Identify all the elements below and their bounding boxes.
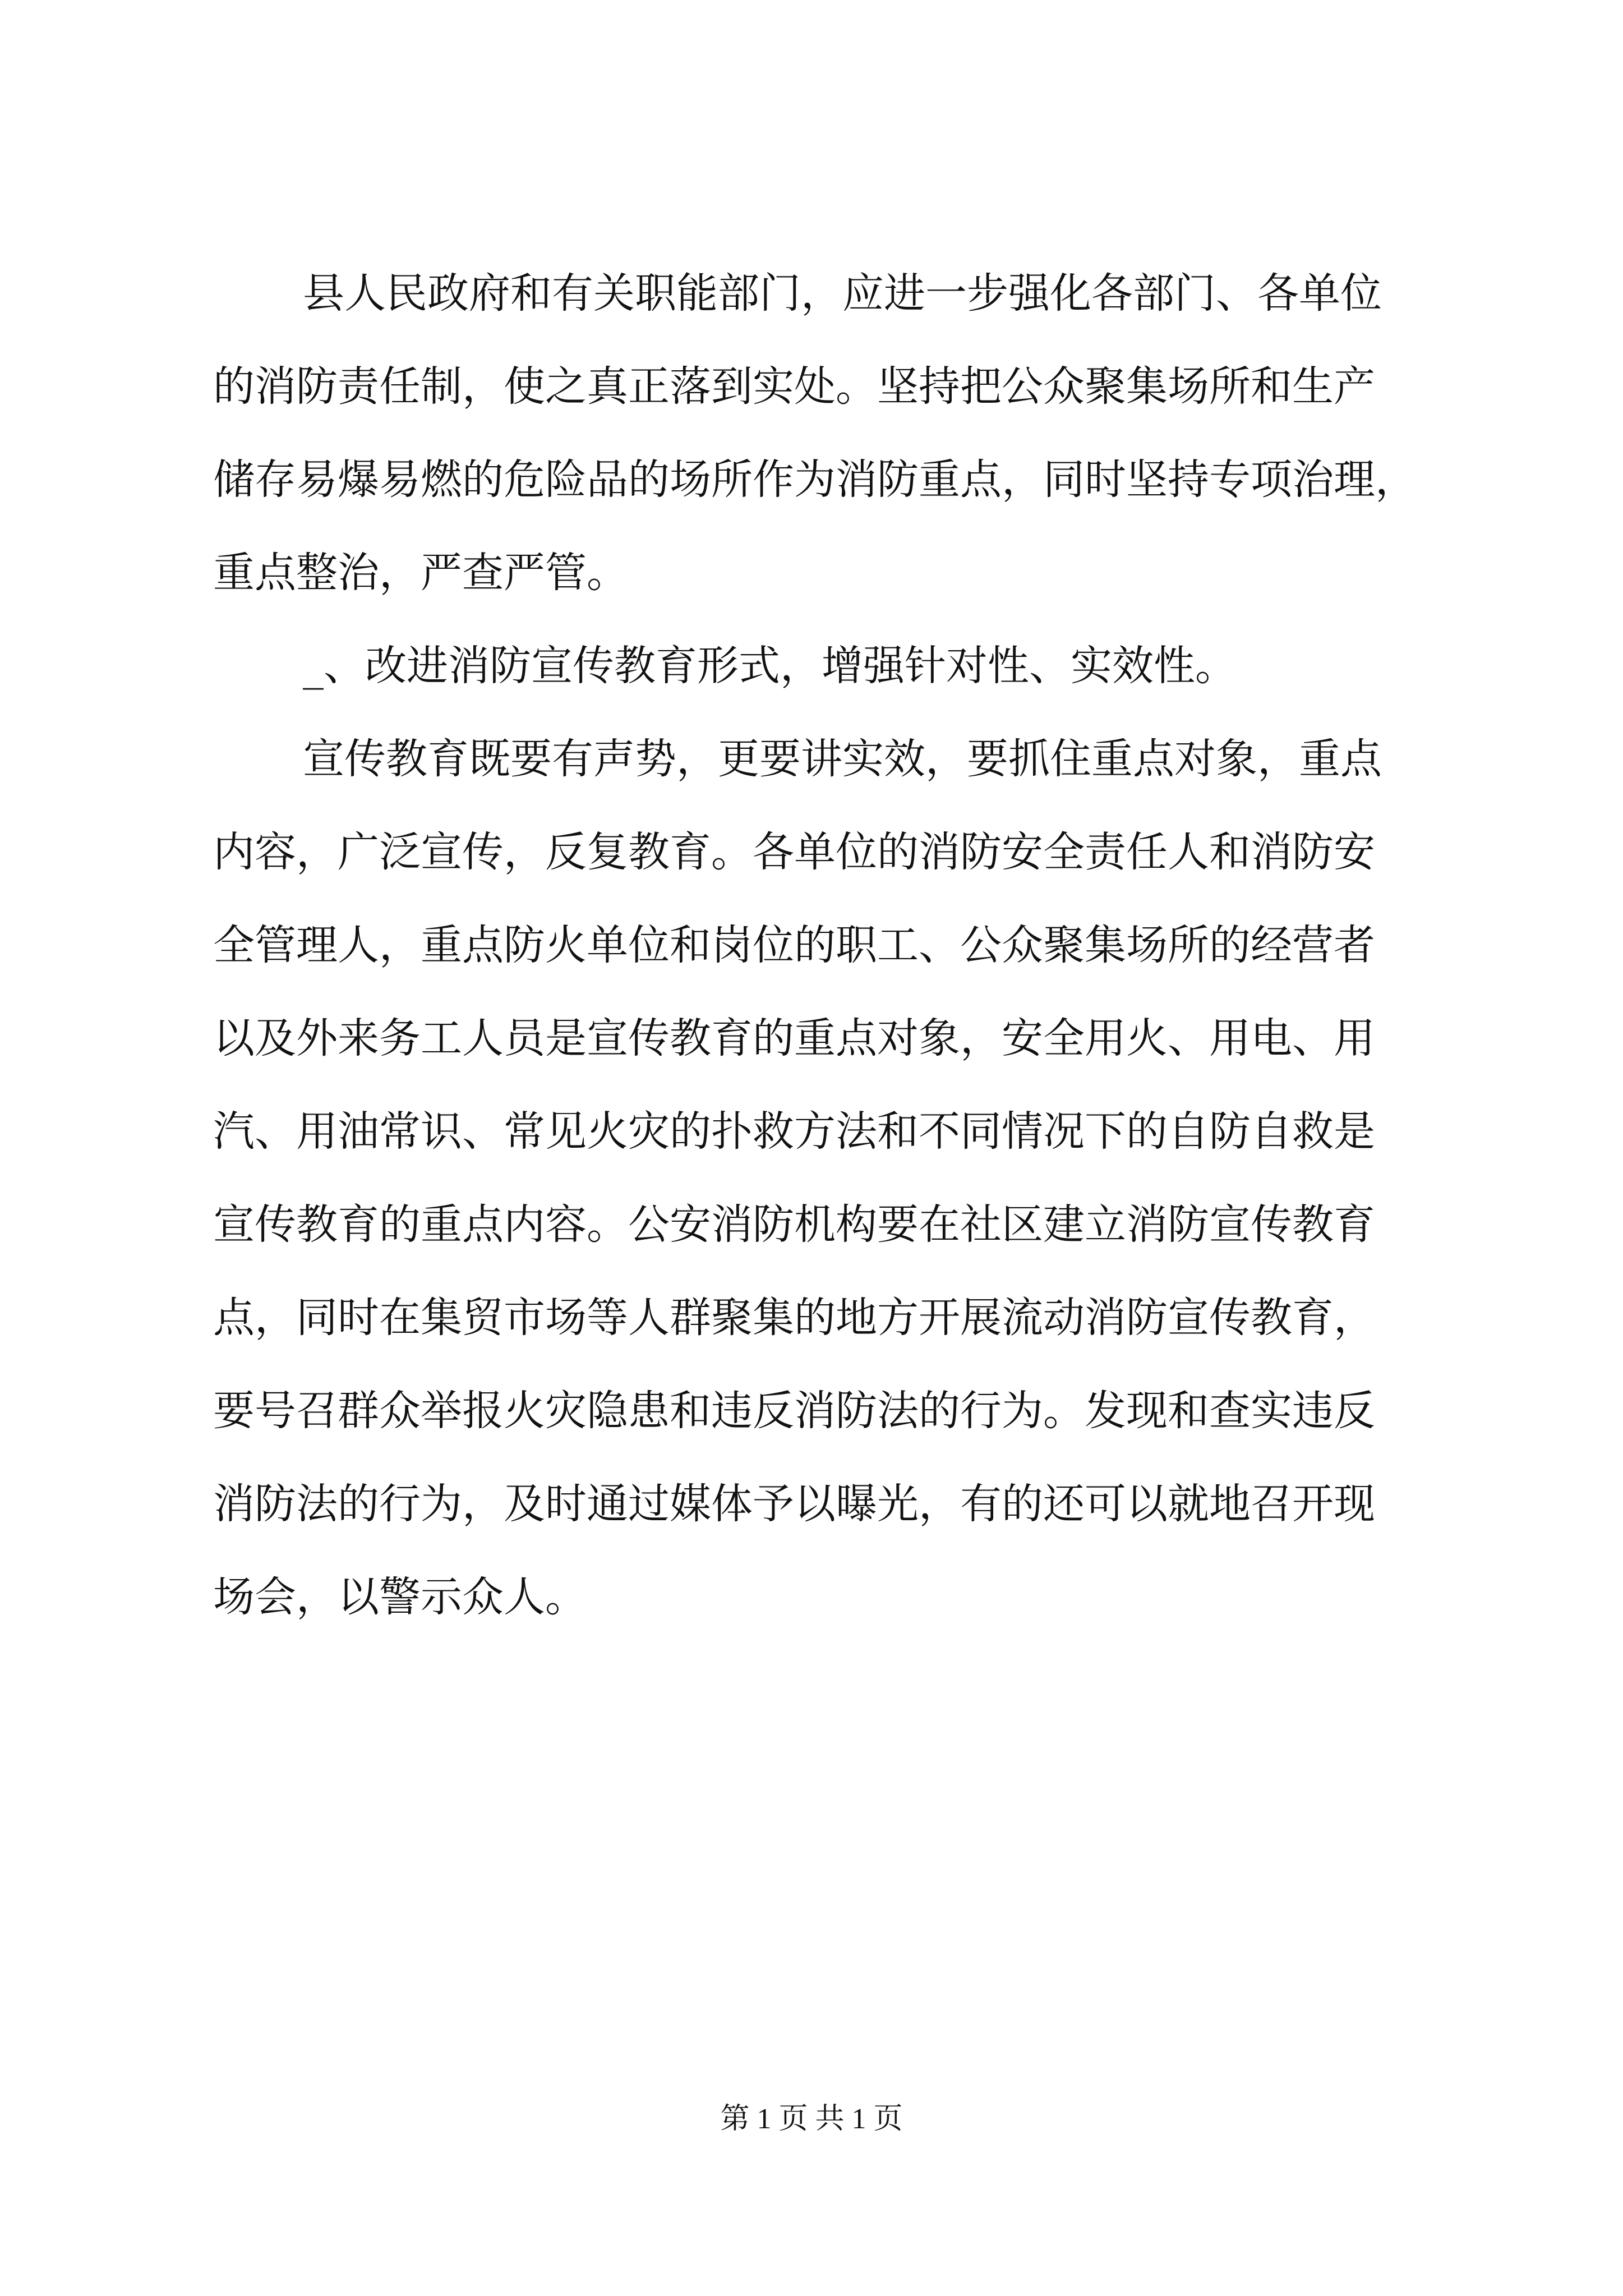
section-heading: _、改进消防宣传教育形式，增强针对性、实效性。 — [303, 642, 1237, 690]
paragraph-1-line: 县人民政府和有关职能部门，应进一步强化各部门、各单位 — [303, 269, 1382, 318]
paragraph-1-line: 的消防责任制，使之真正落到实处。坚持把公众聚集场所和生产 — [213, 362, 1375, 411]
paragraph-2-line: 以及外来务工人员是宣传教育的重点对象，安全用火、用电、用 — [213, 1014, 1375, 1062]
paragraph-2-line: 宣传教育的重点内容。公安消防机构要在社区建立消防宣传教育 — [213, 1200, 1375, 1249]
paragraph-2-line: 消防法的行为，及时通过媒体予以曝光，有的还可以就地召开现 — [213, 1480, 1375, 1528]
paragraph-2-line: 宣传教育既要有声势，更要讲实效，要抓住重点对象，重点 — [303, 735, 1382, 783]
paragraph-2-line: 场会，以警示众人。 — [213, 1573, 587, 1621]
paragraph-2-line: 点，同时在集贸市场等人群聚集的地方开展流动消防宣传教育， — [213, 1294, 1375, 1342]
paragraph-1-line: 重点整治，严查严管。 — [213, 549, 628, 597]
paragraph-2-line: 内容，广泛宣传，反复教育。各单位的消防安全责任人和消防安 — [213, 828, 1375, 876]
document-body — [213, 247, 1492, 1644]
paragraph-1-line: 储存易爆易燃的危险品的场所作为消防重点，同时坚持专项治理， — [213, 455, 1417, 504]
page-footer: 第 1 页 共 1 页 — [720, 2103, 903, 2135]
paragraph-2-line: 全管理人，重点防火单位和岗位的职工、公众聚集场所的经营者 — [213, 921, 1375, 969]
paragraph-2-line: 汽、用油常识、常见火灾的扑救方法和不同情况下的自防自救是 — [213, 1107, 1375, 1156]
paragraph-2-line: 要号召群众举报火灾隐患和违反消防法的行为。发现和查实违反 — [213, 1387, 1375, 1435]
